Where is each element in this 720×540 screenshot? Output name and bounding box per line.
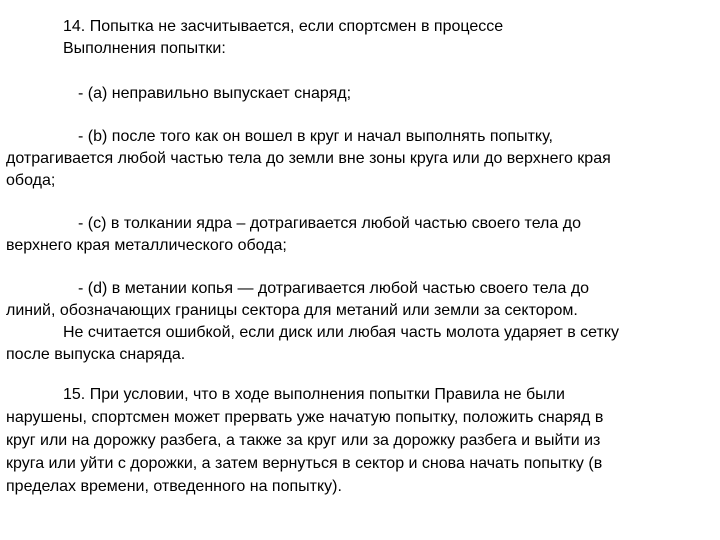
text-line: - (d) в метании копья — дотрагивается любой частью своего тела до bbox=[78, 280, 590, 297]
text-line: обода; bbox=[6, 172, 56, 189]
text-line: пределах времени, отведенного на попытку). bbox=[6, 478, 342, 495]
text-line: дотрагивается любой частью тела до земли вне зоны круга или до верхнего края bbox=[6, 150, 611, 167]
text-line: 15. При условии, что в ходе выполнения попытки Правила не были bbox=[63, 386, 565, 403]
text-line: верхнего края металлического обода; bbox=[6, 237, 287, 254]
text-line: круг или на дорожку разбега, а также за круг или за дорожку разбега и выйти из bbox=[6, 432, 601, 449]
text-line: линий, обозначающих границы сектора для метаний или земли за сектором. bbox=[6, 302, 578, 319]
text-line: нарушены, спортсмен может прервать уже начатую попытку, положить снаряд в bbox=[6, 409, 604, 426]
text-line: 14. Попытка не засчитывается, если спортсмен в процессе bbox=[63, 18, 504, 35]
text-line: - (c) в толкании ядра – дотрагивается любой частью своего тела до bbox=[78, 215, 581, 232]
text-line: круга или уйти с дорожки, а затем вернуться в сектор и снова начать попытку (в bbox=[6, 455, 603, 472]
text-line: - (b) после того как он вошел в круг и начал выполнять попытку, bbox=[78, 128, 553, 145]
text-line: Не считается ошибкой, если диск или любая часть молота ударяет в сетку bbox=[63, 324, 620, 341]
text-line: после выпуска снаряда. bbox=[6, 346, 186, 363]
text-line: Выполнения попытки: bbox=[63, 40, 226, 57]
text-line: - (a) неправильно выпускает снаряд; bbox=[78, 85, 352, 102]
